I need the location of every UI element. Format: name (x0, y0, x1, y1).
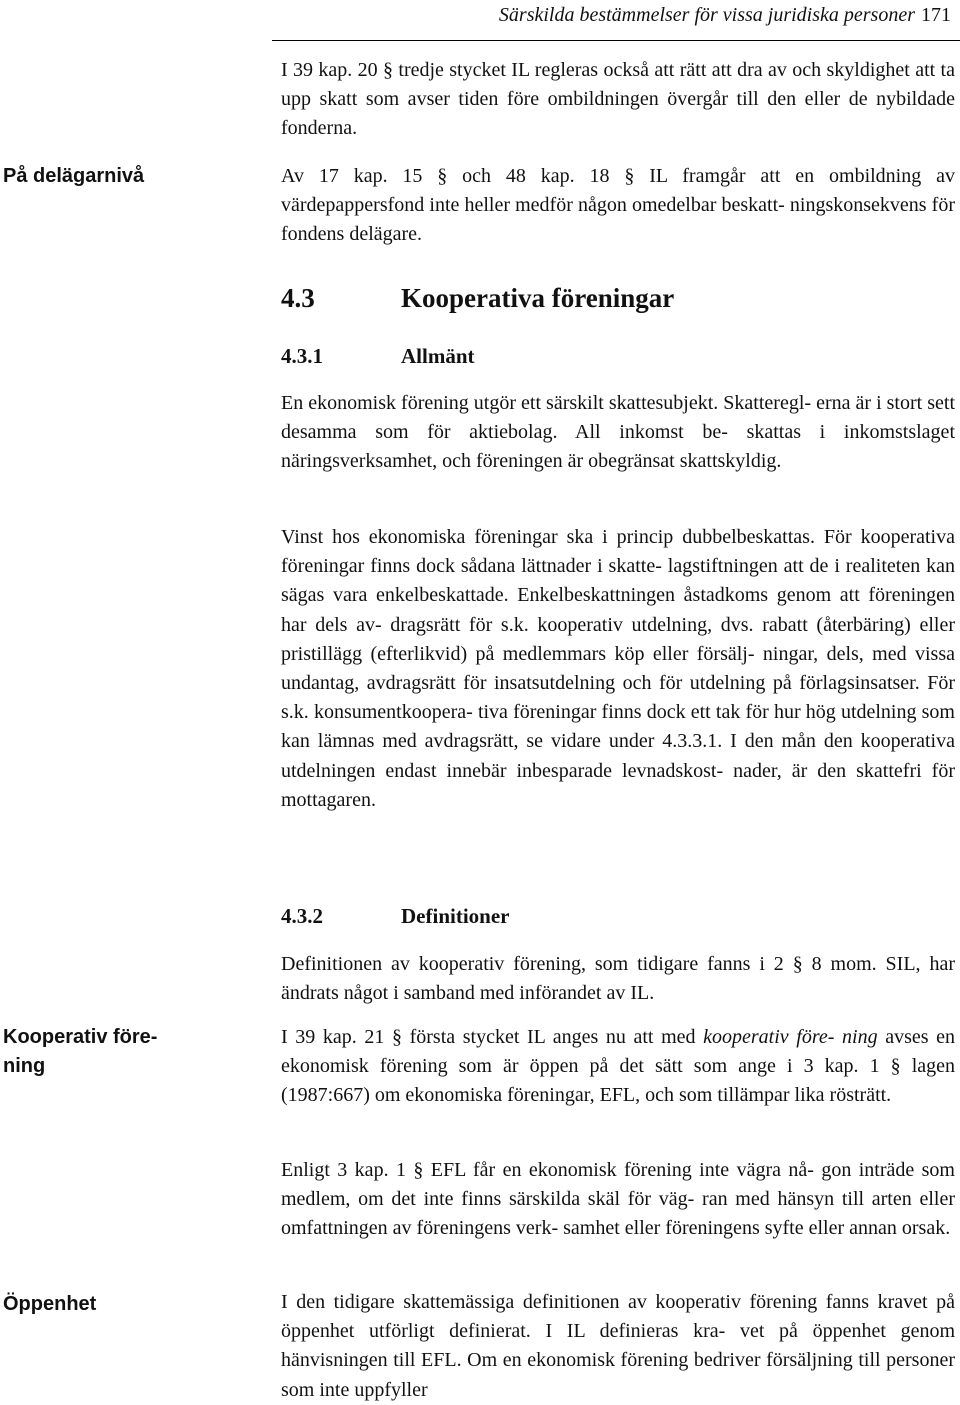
subsection-title: Allmänt (401, 344, 475, 368)
paragraph-text: avses en ekonomisk förening som är öppen på det sätt som ange i 3 kap. 1 § lagen (1987:667) om ekonomiska föreningar, EFL, och som tillämpar lika rösträtt. (281, 1026, 955, 1107)
section-heading-4-3 (281, 283, 674, 314)
paragraph: Enligt 3 kap. 1 § EFL får en ekonomisk förening inte vägra nå- gon inträde som medlem, om det inte finns särskilda skäl för väg- ran med hänsyn till arten eller omfattningen av föreningens verk- samhet eller föreningens syfte eller annan orsak. (281, 1159, 955, 1240)
paragraph (281, 1023, 955, 1111)
margin-note-kooperativ-forening: Kooperativ före- ning (3, 1026, 158, 1077)
header-rule (272, 40, 960, 41)
running-header (499, 4, 951, 27)
paragraph: Av 17 kap. 15 § och 48 kap. 18 § IL framgår att en ombildning av värdepappersfond inte heller medför någon omedelbar beskatt- ningskonsekvens för fondens delägare. (281, 165, 955, 246)
paragraph: Definitionen av kooperativ förening, som tidigare fanns i 2 § 8 mom. SIL, har ändrats något i samband med införandet av IL. (281, 953, 955, 1005)
paragraph: En ekonomisk förening utgör ett särskilt skattesubjekt. Skatteregl- erna är i stort sett desamma som för aktiebolag. All inkomst be- skattas i inkomstslaget näringsverksamhet, och föreningen är obegränsat skattskyldig. (281, 392, 955, 473)
page-number: 171 (921, 4, 951, 26)
paragraph: I 39 kap. 20 § tredje stycket IL regleras också att rätt att dra av och skyldighet att ta upp skatt som avser tiden före ombildningen övergår till den eller de nybildade fonderna. (281, 59, 955, 140)
subsection-number: 4.3.1 (281, 344, 323, 368)
paragraph-text: I 39 kap. 21 § första stycket IL anges nu att med (281, 1026, 696, 1048)
paragraph: I den tidigare skattemässiga definitionen av kooperativ förening fanns kravet på öppenhet utförligt definierat. I IL definieras kra- vet på öppenhet genom hänvisningen till EFL. Om en ekonomisk förening bedriver försäljning till personer som inte uppfyller (281, 1291, 955, 1401)
section-title: Kooperativa föreningar (401, 283, 675, 313)
subsection-heading-4-3-1 (281, 344, 475, 369)
section-number: 4.3 (281, 283, 315, 313)
subsection-title: Definitioner (401, 904, 510, 928)
subsection-heading-4-3-2 (281, 904, 509, 929)
paragraph: Vinst hos ekonomiska föreningar ska i princip dubbelbeskattas. För kooperativa föreningar finns dock sådana lättnader i skatte- lagstiftningen att de i realiteten kan sägas vara enkelbeskattade. Enkelbeskattningen åstadkoms genom att föreningen har dels av- dragsrätt för s.k. kooperativ utdelning, dvs. rabatt (återbäring) eller pristillägg (efterlikvid) på medlemmars köp eller försälj- ningar, dels, med vissa undantag, avdragsrätt för insatsutdelning och för utdelning på förlagsinsatser. För s.k. konsumentkoopera- tiva föreningar finns dock ett tak för hur hög utdelning som kan lämnas med avdragsrätt, se vidare under 4.3.3.1. I den mån den kooperativa utdelningen endast innebär inbesparade levnadskost- nader, är den skattefri för mottagaren. (281, 526, 955, 811)
subsection-number: 4.3.2 (281, 904, 323, 928)
defined-term: kooperativ före- ning (703, 1026, 878, 1048)
margin-note-oppenhet: Öppenhet (3, 1293, 97, 1315)
running-title: Särskilda bestämmelser för vissa juridiska personer (498, 4, 915, 26)
margin-note-delagarniva: På delägarnivå (3, 165, 145, 187)
